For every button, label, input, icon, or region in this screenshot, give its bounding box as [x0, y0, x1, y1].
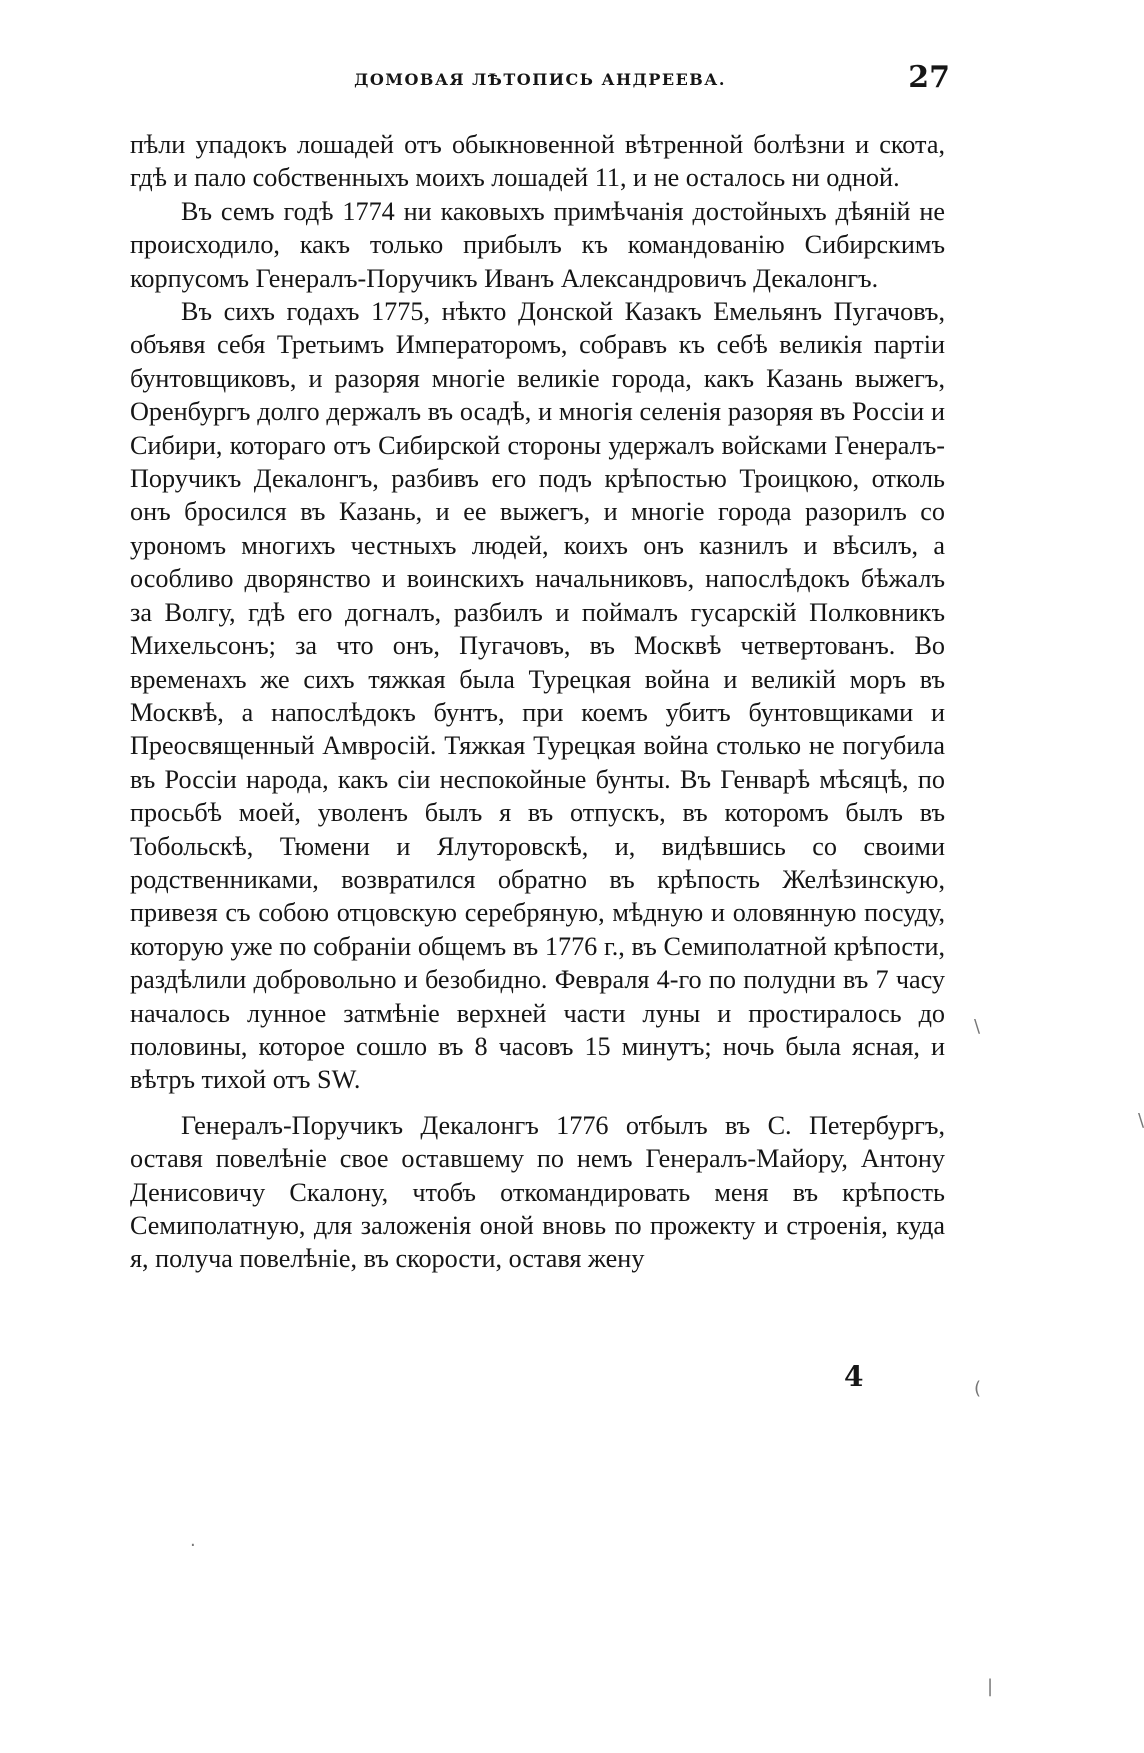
running-title: ДОМОВАЯ ЛѢТОПИСЬ АНДРЕЕВА.: [354, 70, 726, 89]
margin-mark: \: [974, 1016, 981, 1037]
margin-mark: (: [974, 1378, 982, 1399]
page-number: 27: [908, 60, 950, 95]
paragraph-continuation: пѣли упадокъ лошадей отъ обыкновенной вѣтренной болѣзни и скота, гдѣ и пало собственныхъ моихъ лошадей 11, и не осталось ни одной.: [130, 130, 945, 193]
signature-mark: 4: [844, 1360, 864, 1393]
margin-mark: \: [1138, 1110, 1144, 1131]
margin-mark: |: [987, 1676, 994, 1697]
paragraph-1776: Генералъ-Поручикъ Декалонгъ 1776 отбылъ въ С. Петербургъ, оставя повелѣніе свое оставшему по немъ Генералъ-Майору, Антону Денисовичу Скалону, чтобъ откомандировать меня въ крѣпость Семиполатную, для заложенія оной вновь по прожекту и строенія, куда я, получа повелѣніе, въ скорости, оставя жену: [130, 1110, 945, 1274]
paragraph-1775: Въ сихъ годахъ 1775, нѣкто Донской Казакъ Емельянъ Пугачовъ, объявя себя Третьимъ Императоромъ, собравъ къ себѣ великія партіи бунтовщиковъ, и разоряя многіе великіе города, какъ Казань выжегъ, Оренбургъ долго держалъ въ осадѣ, и многія селенія разоряя въ Россіи и Сибири, котораго отъ Сибирской стороны удержалъ войсками Генералъ-Поручикъ Декалонгъ, разбивъ его подъ крѣпостью Троицкою, отколь онъ бросился въ Казань, и ее выжегъ, и многіе города разорилъ со урономъ многихъ честныхъ людей, коихъ онъ казнилъ и вѣсилъ, а особливо дворянство и воинскихъ начальниковъ, напослѣдокъ бѣжалъ за Волгу, гдѣ его догналъ, разбилъ и поймалъ гусарскій Полковникъ Михельсонъ; за что онъ, Пугачовъ, въ Москвѣ четвертованъ. Во временахъ же сихъ тяжкая была Турецкая война и великій моръ въ Москвѣ, а напослѣдокъ бунтъ, при коемъ убитъ бунтовщиками и Преосвященный Амвросій. Тяжкая Турецкая война столько не погубила въ Россіи народа, какъ сіи неспокойные бунты. Въ Генварѣ мѣсяцѣ, по просьбѣ моей, уволенъ былъ я въ отпускъ, въ которомъ былъ въ Тобольскѣ, Тюмени и Ялуторовскѣ, и, видѣвшись со своими родственниками, возвратился обратно въ крѣпость Желѣзинскую, привезя съ собою отцовскую серебряную, мѣдную и оловянную посуду, которую уже по собраніи общемъ въ 1776 г., въ Семиполатной крѣпости, раздѣлили добровольно и безобидно. Февраля 4-го по полудни въ 7 часу началось лунное затмѣніе верхней части луны и простиралось до половины, которое сошло въ 8 часовъ 15 минутъ; ночь была ясная, и вѣтръ тихой отъ SW.: [130, 297, 945, 1095]
body-text: [130, 128, 945, 1276]
running-head: [130, 60, 950, 100]
margin-mark: .: [190, 1530, 196, 1551]
paragraph-1774: Въ семъ годѣ 1774 ни каковыхъ примѣчанія достойныхъ дѣяній не происходило, какъ только прибылъ къ командованію Сибирскимъ корпусомъ Генералъ-Поручикъ Иванъ Александровичъ Декалонгъ.: [130, 196, 945, 293]
